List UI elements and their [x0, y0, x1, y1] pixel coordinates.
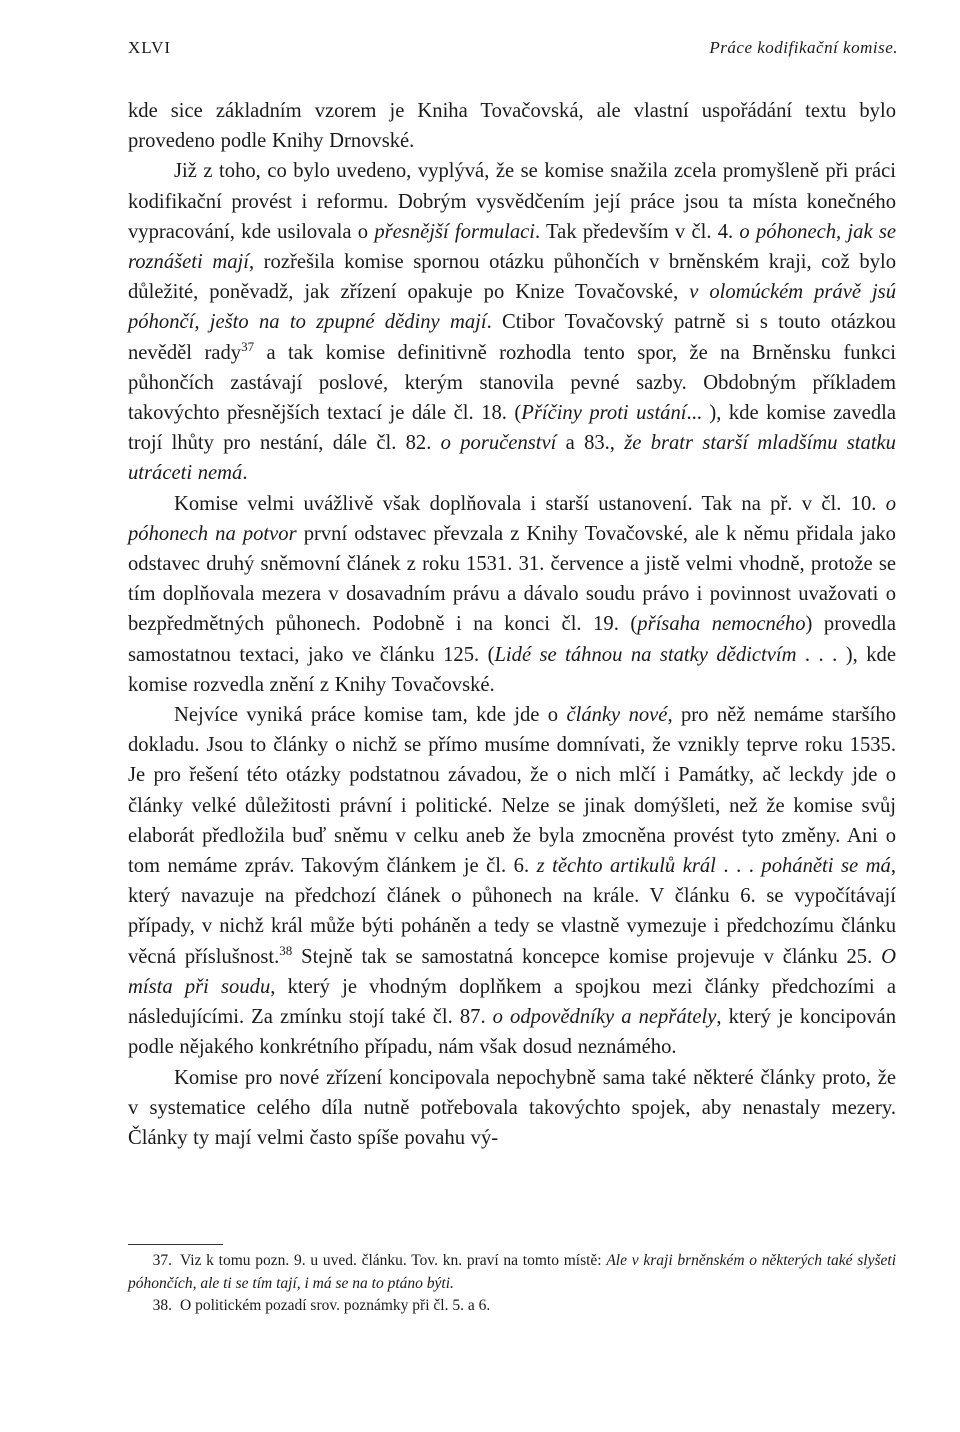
text-run: . [242, 462, 248, 485]
paragraph [128, 1063, 896, 1154]
italic-citation: Lidé se táhnou na statky dědictvím [494, 643, 797, 666]
footnote-rule [128, 1244, 223, 1245]
italic-citation: v olomúckém právě jsú póhončí, ješto na to zpupné dědiny mají [128, 281, 896, 334]
italic-citation: o odpovědníky a nepřátely [492, 1006, 717, 1029]
text-run: . . . ), kde komise rozvedla znění z Knihy Tovačovské. [128, 643, 896, 696]
paragraph [128, 489, 896, 700]
page-number: XLVI [128, 38, 172, 57]
italic-citation: o póhonech, jak se roznášeti mají [128, 220, 896, 274]
italic-citation: o póhonech na potvor [128, 492, 896, 545]
text-run: a 83., [556, 432, 625, 455]
paragraph [128, 96, 896, 156]
text-run: O politickém pozadí srov. poznámky při čl. 5. a 6. [180, 1297, 491, 1314]
text-run: Již z toho, co bylo uvedeno, vyplývá, že se komise snažila zcela promyšleně při práci kodifikační provést i reformu. Dobrým vysvědčením její práce jsou ta místa konečného vypracování, kde usilovala o [128, 160, 896, 243]
text-run: . Tak především v čl. 4. [535, 220, 740, 243]
text-run: , který je vhodným doplňkem a spojkou mezi články předchozími a následujícími. Za zmínku stojí také čl. 87. [128, 975, 896, 1029]
italic-citation: přesnější formulaci [374, 220, 536, 243]
footnote [128, 1250, 896, 1295]
italic-citation: Příčiny proti ustání [521, 402, 687, 425]
body-text [128, 96, 896, 1153]
italic-citation: že bratr starší mladšímu statku utráceti nemá [128, 432, 896, 485]
page-header [128, 38, 898, 68]
text-run: Komise velmi uvážlivě však doplňovala i starší ustanovení. Tak na př. v čl. 10. [174, 492, 886, 515]
footnote-ref: 37 [241, 338, 255, 354]
italic-citation: články nové [566, 704, 668, 727]
text-run: . Ctibor Tovačovský patrně si s touto otázkou nevěděl rady [128, 311, 896, 364]
footnote-number: 38. [152, 1297, 172, 1314]
text-run: a tak komise definitivně rozhodla tento spor, že na Brněnsku funkci půhončích zastávají poslové, kterým stanovila pevné sazby. Obdobným příkladem takovýchto přesnějších textací je dále čl. 18. ( [128, 341, 896, 425]
text-run: Nejvíce vyniká práce komise tam, kde jde o [174, 704, 567, 727]
footnotes [128, 1250, 896, 1318]
text-run: Viz k tomu pozn. 9. u uved. článku. Tov. kn. praví na tomto místě: [180, 1252, 607, 1269]
footnote [128, 1295, 896, 1318]
text-run: Stejně tak se samostatná koncepce komise projevuje v článku 25. [292, 945, 882, 968]
italic-citation: O místa při soudu [128, 945, 896, 998]
text-run: Komise pro nové zřízení koncipovala nepochybně sama také některé články proto, že v systematice celého díla nutně potřebovala takovýchto spojek, aby nenastaly mezery. Články ty mají velmi často spíše povahu vý- [128, 1066, 896, 1149]
italic-citation: o poručenství [440, 432, 557, 455]
text-run: ) provedla samostatnou textaci, jako ve článku 125. ( [128, 613, 896, 666]
text-run: . . . [715, 855, 762, 878]
italic-citation: přísaha nemocného [637, 613, 806, 636]
footnote-number: 37. [152, 1252, 172, 1269]
italic-citation: z těchto artikulů král [536, 855, 716, 878]
italic-citation: poháněti se má [761, 855, 891, 878]
text-run: kde sice základním vzorem je Kniha Tovačovská, ale vlastní uspořádání textu bylo provedeno podle Knihy Drnovské. [128, 100, 896, 153]
italic-citation: Ale v kraji brněnském o některých také slyšeti póhončích, ale ti se tím tají, i má se na to ptáno býti. [128, 1252, 896, 1292]
running-title: Práce kodifikační komise. [709, 38, 898, 57]
paragraph [128, 156, 896, 488]
paragraph [128, 700, 896, 1062]
text-run: , rozřešila komise spornou otázku půhončích v brněnském kraji, což bylo důležité, poněvadž, jak zřízení opakuje po Knize Tovačovské, [128, 251, 897, 304]
footnote-ref: 38 [279, 942, 293, 958]
text-run: ... ), kde komise zavedla trojí lhůty pro nestání, dále čl. 82. [128, 402, 897, 455]
text-run: , který navazuje na předchozí článek o půhonech na krále. V článku 6. se vypočítávají případy, v nichž král může býti poháněn a tedy se vlastně vymezuje i předchozímu článku věcná příslušnost. [128, 855, 896, 968]
text-run: , který je koncipován podle nějakého konkrétního případu, nám však dosud neznámého. [128, 1006, 896, 1059]
text-run: , pro něž nemáme staršího dokladu. Jsou to články o nichž se přímo musíme domnívati, že vznikly teprve roku 1535. Je pro řešení této otázky podstatnou závadou, že o nich mlčí i Památky, ač leckdy jde o články velké důležitosti právní i politické. Nelze se jinak domýšleti, než že komise svůj elaborát předložila buď sněmu v celku aneb že byla zmocněna provést tyto změny. Ani o tom nemáme zpráv. Takovým článkem je čl. 6. [128, 704, 896, 878]
text-run: první odstavec převzala z Knihy Tovačovské, ale k němu přidala jako odstavec druhý sněmovní článek z roku 1531. 31. července a jistě velmi vhodně, protože se tím doplňovala mezera v dosavadním právu a dávalo soudu právo i povinnost uvažovati o bezpředmětných půhonech. Podobně i na konci čl. 19. ( [128, 522, 896, 636]
